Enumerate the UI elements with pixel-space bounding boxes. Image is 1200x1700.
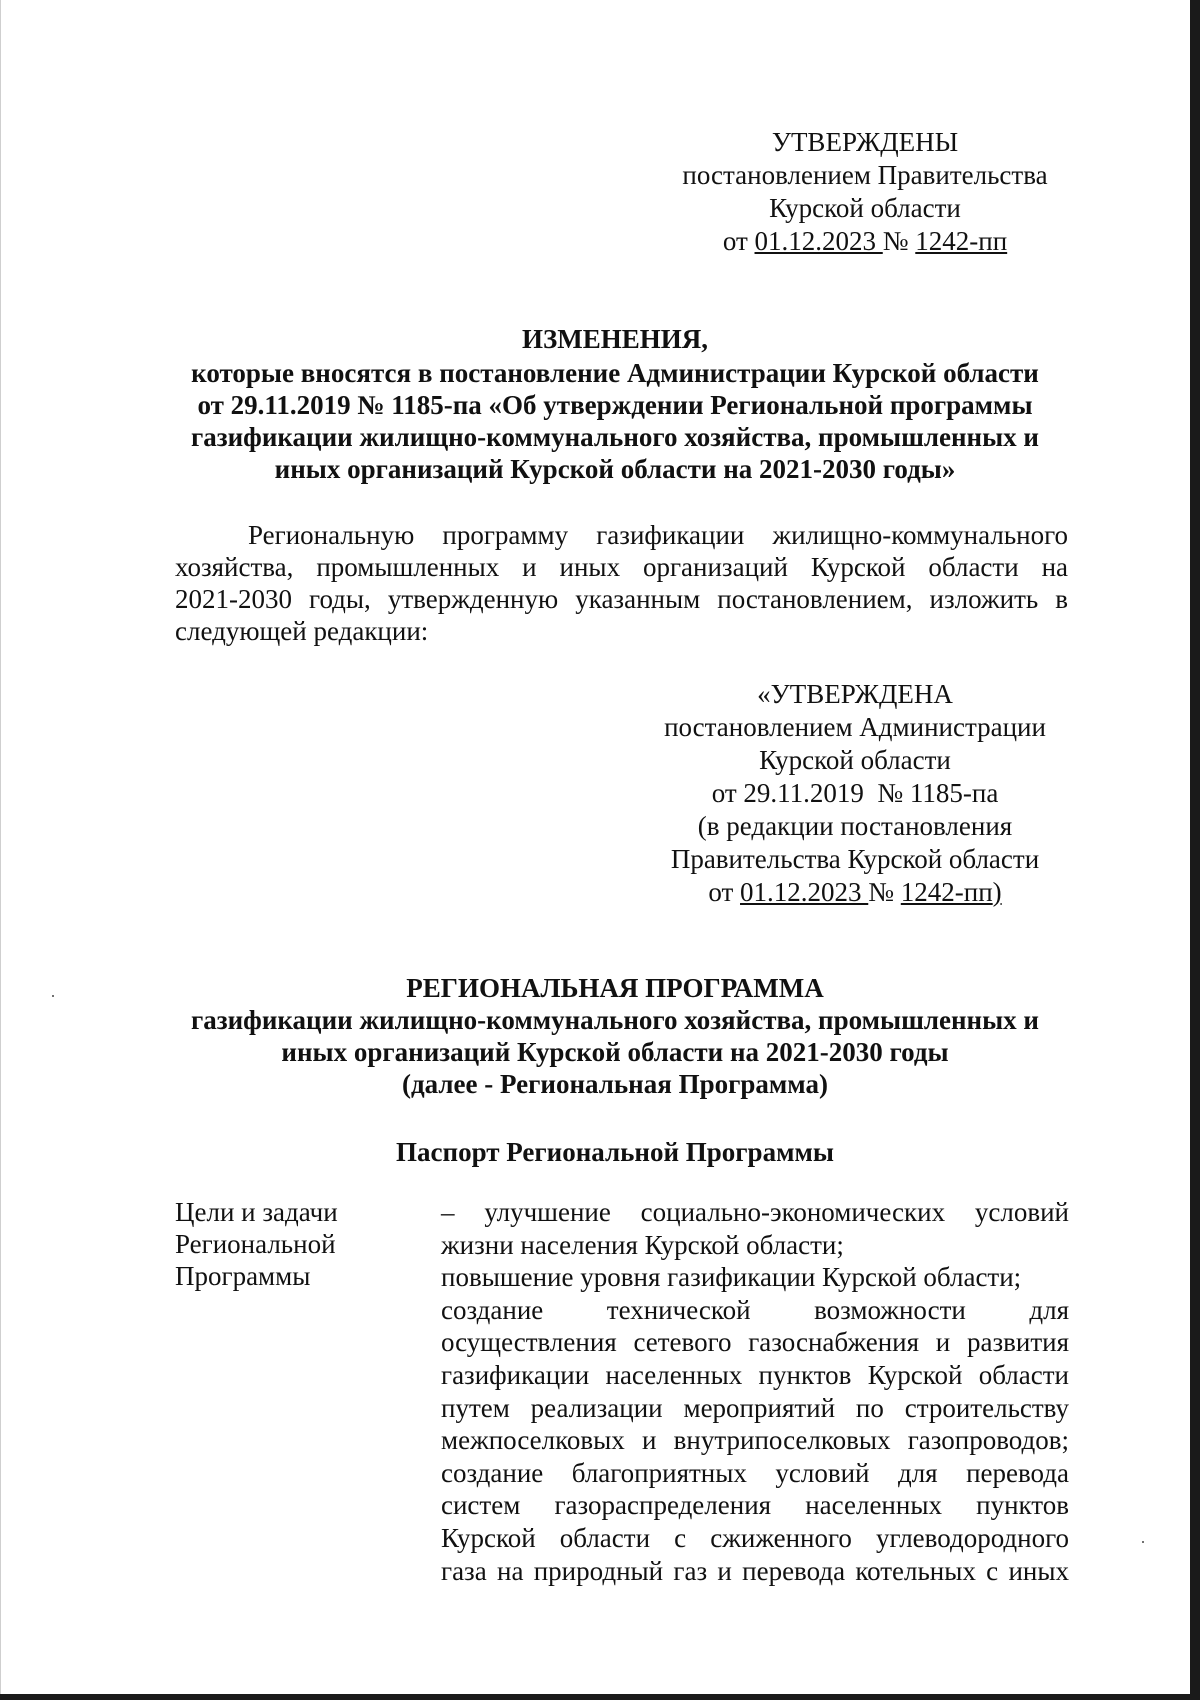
program-heading-line: (далее - Региональная Программа) — [402, 1069, 828, 1099]
label-line: Цели и задачи — [175, 1197, 338, 1227]
approval-line: (в редакции постановления — [697, 811, 1013, 841]
approval-date-line — [650, 225, 1080, 258]
scan-edge-left — [0, 0, 1, 1700]
paragraph-line: Региональную программу газификации жилищно-коммунального — [248, 520, 1068, 550]
closing-paren: ) — [992, 877, 1002, 907]
value-line: осуществления сетевого газоснабжения и развития — [441, 1327, 1069, 1358]
passport-label-cell — [175, 1196, 395, 1292]
value-line: создание технической возможности для — [441, 1294, 1069, 1325]
value-line: жизни населения Курской области; — [441, 1229, 844, 1260]
decree-date: 01.12.2023 — [740, 877, 869, 907]
approval-title: УТВЕРЖДЕНЫ — [771, 127, 959, 157]
changes-heading-line: которые вносятся в постановление Администрации Курской области — [191, 358, 1039, 388]
value-line: создание благоприятных условий для перевода — [441, 1457, 1069, 1488]
decree-date: 01.12.2023 — [754, 226, 883, 256]
value-line: путем реализации мероприятий по строительству — [441, 1392, 1069, 1423]
changes-heading — [150, 323, 1080, 485]
changes-heading-line: иных организаций Курской области на 2021-2030 годы» — [274, 454, 956, 484]
paragraph-line: следующей редакции: — [175, 616, 429, 646]
passport-value-cell — [441, 1196, 1069, 1587]
number-prefix: № — [882, 226, 916, 256]
scan-edge-right — [1190, 0, 1200, 1700]
changes-title: ИЗМЕНЕНИЯ, — [521, 324, 708, 354]
approval-line: от 29.11.2019 № 1185-па — [711, 778, 999, 808]
approval-line: Правительства Курской области — [670, 844, 1040, 874]
value-line: Курской области с сжиженного углеводородного — [441, 1522, 1069, 1553]
program-title: РЕГИОНАЛЬНАЯ ПРОГРАММА — [406, 973, 824, 1003]
approval-title: «УТВЕРЖДЕНА — [757, 679, 953, 709]
value-line: межпоселковых и внутрипоселковых газопроводов; — [441, 1425, 1069, 1456]
approval-line: постановлением Правительства — [682, 160, 1048, 190]
passport-title: Паспорт Региональной Программы — [396, 1137, 834, 1167]
approval-line: Курской области — [759, 745, 951, 775]
label-line: Программы — [175, 1261, 311, 1291]
approval-line: постановлением Администрации — [664, 712, 1046, 742]
value-line: газификации населенных пунктов Курской области — [441, 1359, 1069, 1390]
date-prefix: от — [708, 877, 741, 907]
date-prefix: от — [722, 226, 755, 256]
decree-number: 1242-пп — [915, 226, 1008, 256]
label-line: Региональной — [175, 1229, 336, 1259]
scan-speck — [1142, 1541, 1144, 1543]
value-line: – улучшение социально-экономических условий — [441, 1197, 1069, 1227]
paragraph-line: 2021-2030 годы, утвержденную указанным постановлением, изложить в — [175, 584, 1068, 614]
value-line: газа на природный газ и перевода котельных с иных — [441, 1555, 1069, 1586]
intro-paragraph — [175, 519, 1068, 647]
program-heading-line: иных организаций Курской области на 2021-2030 годы — [281, 1037, 949, 1067]
value-line: систем газораспределения населенных пунктов — [441, 1490, 1069, 1521]
program-approval-stamp — [640, 678, 1070, 909]
changes-heading-line: газификации жилищно-коммунального хозяйства, промышленных и — [190, 422, 1039, 452]
program-heading — [150, 972, 1080, 1100]
number-prefix: № — [868, 877, 901, 907]
scan-speck — [52, 995, 54, 997]
approval-line: Курской области — [769, 193, 961, 223]
scan-edge-bottom — [0, 1694, 1200, 1700]
value-line: повышение уровня газификации Курской области; — [441, 1262, 1022, 1293]
decree-number: 1242-пп — [900, 877, 993, 907]
approval-date-line — [640, 876, 1070, 909]
approval-stamp — [650, 126, 1080, 258]
changes-heading-line: от 29.11.2019 № 1185-па «Об утверждении Региональной программы — [197, 390, 1033, 420]
paragraph-line: хозяйства, промышленных и иных организаций Курской области на — [175, 552, 1068, 582]
program-heading-line: газификации жилищно-коммунального хозяйства, промышленных и — [190, 1005, 1039, 1035]
